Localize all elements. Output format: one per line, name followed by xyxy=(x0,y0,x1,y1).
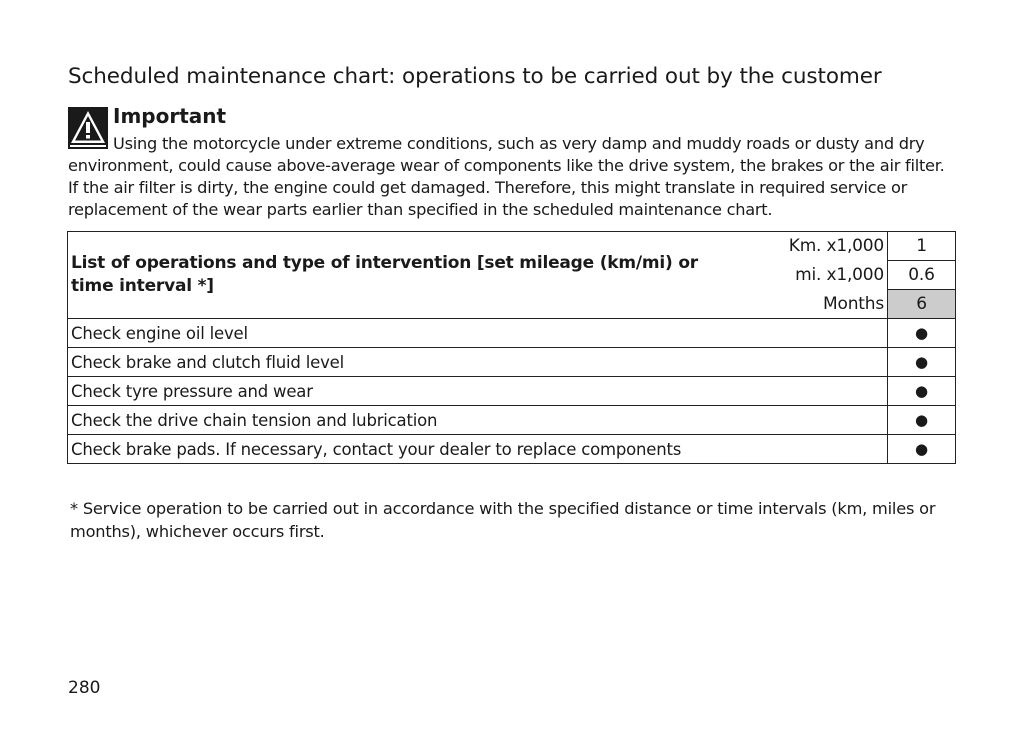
warning-heading: Important xyxy=(113,104,227,128)
table-row xyxy=(68,435,956,464)
unit-label-months: Months xyxy=(721,290,888,319)
page-number: 280 xyxy=(68,678,101,698)
interval-months: 6 xyxy=(888,290,956,319)
page-title: Scheduled maintenance chart: operations to be carried out by the customer xyxy=(68,64,882,89)
operation-mark: ● xyxy=(888,435,956,464)
operation-mark: ● xyxy=(888,319,956,348)
unit-label-mi: mi. x1,000 xyxy=(721,261,888,290)
interval-mi: 0.6 xyxy=(888,261,956,290)
operation-name: Check brake pads. If necessary, contact your dealer to replace components xyxy=(68,435,888,464)
table-row xyxy=(68,348,956,377)
table-row xyxy=(68,377,956,406)
operation-name: Check brake and clutch fluid level xyxy=(68,348,888,377)
table-row xyxy=(68,319,956,348)
operation-mark: ● xyxy=(888,377,956,406)
operation-name: Check engine oil level xyxy=(68,319,888,348)
operation-mark: ● xyxy=(888,348,956,377)
table-row xyxy=(68,406,956,435)
operation-name: Check tyre pressure and wear xyxy=(68,377,888,406)
maintenance-table xyxy=(67,231,956,464)
table-header-row xyxy=(68,232,956,261)
operation-name: Check the drive chain tension and lubrication xyxy=(68,406,888,435)
table-header-label: List of operations and type of intervention [set mileage (km/mi) or time interval *] xyxy=(68,232,722,319)
footnote: * Service operation to be carried out in accordance with the specified distance or time intervals (km, miles or months), whichever occurs first. xyxy=(70,499,936,541)
operation-mark: ● xyxy=(888,406,956,435)
warning-text: Using the motorcycle under extreme conditions, such as very damp and muddy roads or dusty and dry environment, could cause above-average wear of components like the drive system, the brakes or the air filter. If the air filter is dirty, the engine could get damaged. Therefore, this might translate in required service or replacement of the wear parts earlier than specified in the scheduled maintenance chart. xyxy=(68,134,945,219)
unit-label-km: Km. x1,000 xyxy=(721,232,888,261)
interval-km: 1 xyxy=(888,232,956,261)
